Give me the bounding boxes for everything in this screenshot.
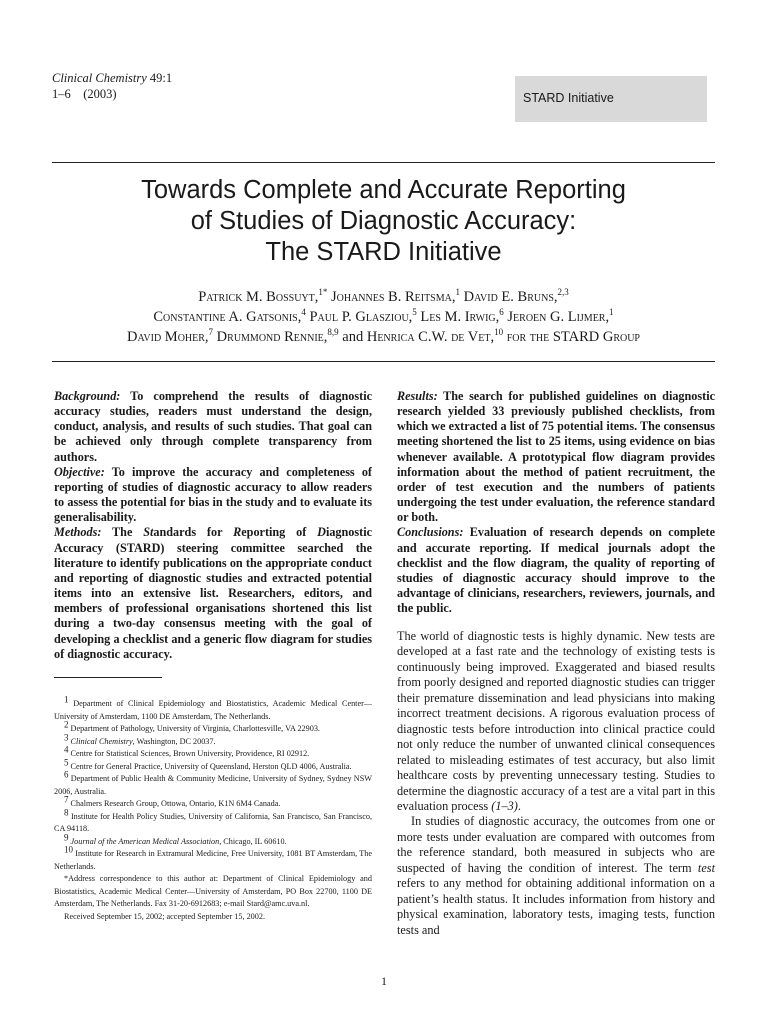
author-affiliation: 2,3	[557, 287, 569, 298]
body-paragraph	[397, 629, 715, 814]
footnote-mark: 10	[64, 844, 73, 855]
journal-citation	[52, 70, 172, 102]
abstract-text: andards for	[153, 525, 234, 540]
author-affiliation: 1	[455, 287, 460, 298]
author-affiliation: 1*	[318, 287, 328, 298]
abstract-text: eporting of	[241, 525, 318, 540]
author-conjunction: and	[338, 329, 367, 345]
footnote-text: , Washington, DC 20037.	[132, 736, 216, 746]
body-text: The world of diagnostic tests is highly dynamic. New tests are developed at a fast rate and the technology of existing tests is continuously being improved. Exaggerated and biased results from poorly designed and reported diagnostic studies can trigger their premature dissemination and lead physicians into making incorrect treatment decisions. A rigorous evaluation process of diagnostic tests before introduction into clinical practice could not only reduce the number of unwanted clinical consequences related to misleading estimates of test accuracy, but also limit healthcare costs by preventing unnecessary testing. Studies to determine the diagnostic accuracy of a test are a vital part in this evaluation process	[397, 629, 715, 813]
author-affiliation: 10	[494, 327, 504, 338]
footnote	[54, 694, 372, 723]
introduction-body	[397, 629, 715, 938]
author-name: Patrick M. Bossuyt,	[198, 289, 319, 305]
footnote-rule	[54, 677, 162, 678]
author-name: David Moher,	[127, 329, 209, 345]
received-note	[54, 911, 372, 924]
footnote-text: Department of Pathology, University of Virginia, Charlottesville, VA 22903.	[68, 724, 320, 733]
author-name: Drummond Rennie,	[213, 329, 328, 345]
abstract-label: Background:	[54, 389, 121, 403]
footnote-mark: 1	[64, 694, 69, 705]
footnotes	[54, 694, 372, 923]
author-affiliation: 4	[301, 307, 306, 318]
author-group: for the STARD Group	[503, 329, 640, 345]
author-name: Jeroen G. Lijmer,	[503, 309, 610, 325]
abstract-text: To comprehend the results of diagnostic accuracy studies, readers must understand the design, conduct, analysis, and results of such studies. That goal can be achieved only through complete transparency from authors.	[54, 389, 372, 464]
footnote-text: Received September 15, 2002; accepted September 15, 2002.	[64, 911, 265, 921]
emphasis-term: test	[697, 860, 715, 875]
footnote	[54, 719, 372, 736]
abstract-text: The	[101, 525, 144, 540]
abstract-text: iagnostic Accuracy (STARD) steering committee searched the literature to identify publications on the appropriate conduct and reporting of diagnostic studies and extracted potential items into an extensive list. Researchers, editors, and members of professional organisations shortened this list during a two-day consensus meeting with the goal of developing a checklist and a generic flow diagram for studies of diagnostic accuracy.	[54, 525, 372, 661]
abstract-text: To improve the accuracy and completeness of reporting of studies of diagnostic accuracy to allow readers to assess the potential for bias in the study and to evaluate its generalisability.	[54, 464, 372, 525]
footnote-text: Centre for General Practice, University of Queensland, Herston QLD 4006, Australia.	[68, 761, 352, 771]
abstract-right-column	[397, 389, 715, 616]
author-name: Paul P. Glasziou,	[305, 309, 413, 325]
body-text: In studies of diagnostic accuracy, the outcomes from one or more tests under evaluation are compared with outcomes from the reference standard, both measured in subjects who are suspected of having the condition of interest. The term	[397, 814, 715, 875]
footnote	[54, 756, 372, 774]
page-number: 1	[381, 974, 387, 988]
footnote-text-italic: Journal of the American Medical Association	[68, 836, 220, 846]
author-affiliation: 6	[499, 307, 504, 318]
abstract-text: Evaluation of research depends on complete and accurate reporting. If medical journals adopt the checklist and the flow diagram, the quality of reporting of studies of diagnostic accuracy should improve to the advantage of clinicians, researchers, reviewers, journals, and the public.	[397, 525, 715, 616]
abstract-results	[397, 389, 715, 525]
title-line: Towards Complete and Accurate Reporting	[141, 176, 626, 204]
title-line: The STARD Initiative	[265, 238, 502, 266]
footnote	[54, 731, 372, 749]
body-paragraph	[397, 814, 715, 938]
journal-pages-year: 1–6 (2003)	[52, 87, 117, 101]
section-tag: STARD Initiative	[523, 91, 614, 105]
footnote-text: Department of Public Health & Community Medicine, University of Sydney, Sydney NSW 2006, Australia.	[54, 774, 372, 796]
author-name: Les M. Irwig,	[416, 309, 500, 325]
footnote	[54, 794, 372, 811]
acronym-letter: St	[143, 525, 154, 540]
abstract-label: Results:	[397, 389, 438, 403]
author-list	[52, 287, 715, 347]
author-name: David E. Bruns,	[460, 289, 558, 305]
footnote-text: Department of Clinical Epidemiology and Biostatistics, Academic Medical Center—University of Amsterdam, 1100 DE Amsterdam, The Netherlands.	[54, 699, 372, 721]
abstract-label: Conclusions:	[397, 525, 464, 540]
abstract-objective	[54, 465, 372, 526]
footnote	[54, 744, 372, 761]
footnote-mark: 2	[64, 719, 69, 730]
footnote-text: Chalmers Research Group, Ottowa, Ontario, K1N 6M4 Canada.	[68, 799, 281, 808]
abstract-background	[54, 389, 372, 465]
abstract-label: Objective:	[54, 464, 105, 479]
author-affiliation: 5	[412, 307, 417, 318]
footnote	[54, 844, 372, 873]
acronym-letter: R	[233, 525, 242, 540]
authors-rule	[52, 361, 715, 362]
body-text: .	[517, 798, 521, 813]
section-tag-box	[515, 76, 707, 122]
author-affiliation: 1	[609, 307, 614, 318]
journal-volume: 49:1	[149, 71, 173, 85]
footnote-mark: 3	[64, 731, 69, 742]
footnote-mark: 9	[64, 831, 69, 842]
footnote	[54, 769, 372, 798]
body-text: refers to any method for obtaining additional information on a patient’s health status. It includes information from history and physical examination, laboratory tests, imaging tests, function tests and	[397, 876, 715, 937]
header-rule	[52, 162, 715, 163]
footnote-text: *Address correspondence to this author at: Department of Clinical Epidemiology and Biostatistics, Academic Medical Center—University of Amsterdam, PO Box 22700, 1100 DE Amsterdam, The Netherlands. Fax 31-20-6912683; e-mail Stard@amc.uva.nl.	[54, 874, 372, 908]
author-name: Johannes B. Reitsma,	[327, 289, 456, 305]
author-affiliation: 7	[208, 327, 214, 338]
abstract-conclusions	[397, 525, 715, 616]
citation-ref: (1–3)	[491, 798, 518, 813]
journal-name: Clinical Chemistry	[52, 71, 147, 85]
footnote-mark: 5	[64, 756, 69, 767]
author-name: Henrica C.W. de Vet,	[366, 329, 495, 345]
title-line: of Studies of Diagnostic Accuracy:	[190, 207, 577, 235]
footnote-text: , Chicago, IL 60610.	[219, 836, 287, 846]
footnote-mark: 4	[64, 744, 69, 755]
author-name: Constantine A. Gatsonis,	[153, 309, 302, 325]
footnote	[54, 831, 372, 849]
acronym-letter: D	[317, 525, 326, 540]
abstract-label: Methods:	[54, 525, 102, 540]
footnote-text-italic: Clinical Chemistry	[68, 736, 133, 746]
abstract-text: The search for published guidelines on diagnostic research yielded 33 previously published checklists, from which we extracted a list of 75 potential items. The consensus meeting shortened the list to 25 items, using evidence on bias whenever available. A prototypical flow diagram provides information about the method of patient recruitment, the order of test execution and the numbers of patients undergoing the test under evaluation, the reference standard or both.	[397, 389, 715, 525]
footnote-mark: 6	[64, 769, 69, 780]
footnote	[54, 806, 372, 836]
footnote-text: Centre for Statistical Sciences, Brown University, Providence, RI 02912.	[68, 749, 310, 758]
author-affiliation: 8,9	[327, 327, 339, 338]
correspondence-note	[54, 873, 372, 911]
footnote-text: Institute for Health Policy Studies, University of California, San Francisco, San Francisco, CA 94118.	[54, 811, 372, 833]
footnote-mark: 8	[64, 806, 69, 817]
footnote-text: Institute for Research in Extramural Medicine, Free University, 1081 BT Amsterdam, The Netherlands.	[54, 849, 372, 871]
abstract-methods	[54, 525, 372, 661]
article-title	[52, 175, 715, 268]
footnote-mark: 7	[64, 794, 69, 805]
abstract-left-column	[54, 389, 372, 662]
